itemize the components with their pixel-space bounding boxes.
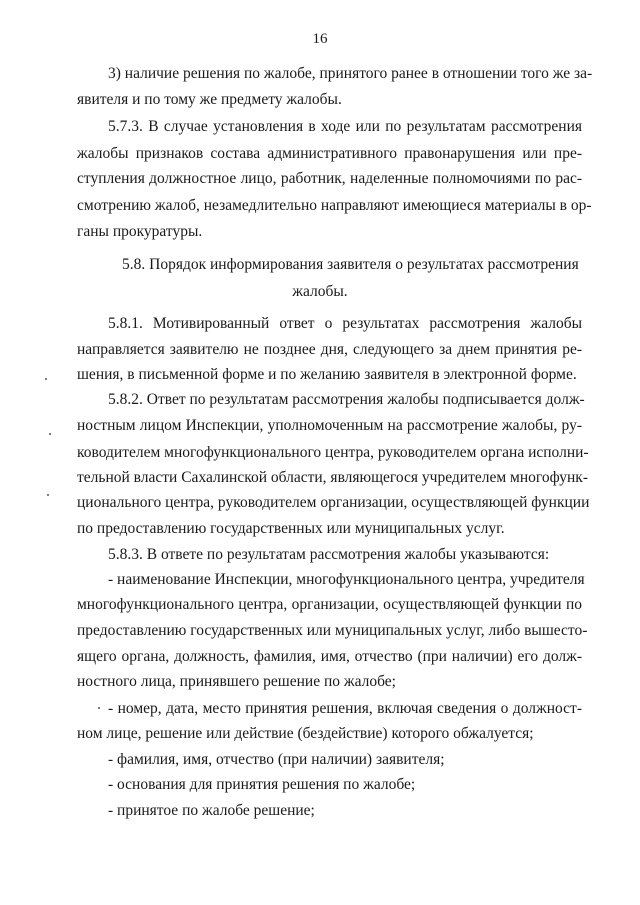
- text-line: ящего органа, должность, фамилия, имя, отчество (при наличии) его долж-: [77, 648, 582, 665]
- list-item: - основания для принятия решения по жалобе;: [108, 776, 416, 793]
- text-line: ководителем многофункционального центра, руководителем органа исполни-: [77, 444, 589, 461]
- text-line: ступления должностное лицо, работник, наделенные полномочиями по рас-: [77, 170, 582, 187]
- page-number: 16: [312, 31, 328, 47]
- text-line: многофункционального центра, организации, осуществляющей функции по: [77, 596, 582, 613]
- text-line: шения, в письменной форме и по желанию заявителя в электронной форме.: [77, 366, 577, 383]
- text-line: жалобы признаков состава административного правонарушения или пре-: [77, 145, 582, 162]
- section-heading: жалобы.: [292, 283, 348, 300]
- scan-speck: [45, 378, 47, 380]
- text-line: 5.7.3. В случае установления в ходе или по результатам рассмотрения: [108, 118, 582, 135]
- text-line: 5.8.2. Ответ по результатам рассмотрения жалобы подписывается долж-: [108, 391, 585, 408]
- text-line: ционального центра, руководителем организации, осуществляющей функции: [77, 494, 590, 511]
- text-line: 5.8.3. В ответе по результатам рассмотрения жалобы указываются:: [108, 546, 550, 563]
- list-item: - принятое по жалобе решение;: [108, 802, 315, 819]
- text-line: ном лице, решение или действие (бездействие) которого обжалуется;: [77, 725, 534, 742]
- scan-speck: [49, 433, 51, 435]
- list-item: - номер, дата, место принятия решения, включая сведения о должност-: [108, 700, 582, 717]
- text-line: направляется заявителю не позднее дня, следующего за днем принятия ре-: [77, 341, 582, 358]
- text-line: 3) наличие решения по жалобе, принятого ранее в отношении того же за-: [108, 65, 593, 82]
- text-line: явителя и по тому же предмету жалобы.: [77, 91, 342, 108]
- text-line: тельной власти Сахалинской области, являющегося учредителем многофунк-: [77, 469, 589, 486]
- scan-speck: [47, 494, 49, 496]
- text-line: ганы прокуратуры.: [77, 223, 203, 240]
- list-item: - наименование Инспекции, многофункционального центра, учредителя: [108, 571, 585, 588]
- text-line: ностным лицом Инспекции, уполномоченным на рассмотрение жалобы, ру-: [77, 417, 582, 434]
- text-line: ностного лица, принявшего решение по жалобе;: [77, 673, 396, 690]
- scan-speck: [98, 707, 100, 709]
- text-line: 5.8.1. Мотивированный ответ о результатах рассмотрения жалобы: [108, 315, 582, 332]
- section-heading: 5.8. Порядок информирования заявителя о результатах рассмотрения: [122, 256, 579, 273]
- text-line: смотрению жалоб, незамедлительно направляют имеющиеся материалы в ор-: [77, 197, 592, 214]
- text-line: по предоставлению государственных или муниципальных услуг.: [77, 520, 505, 537]
- list-item: - фамилия, имя, отчество (при наличии) заявителя;: [108, 751, 445, 768]
- text-line: предоставлению государственных или муниципальных услуг, либо вышесто-: [77, 622, 588, 639]
